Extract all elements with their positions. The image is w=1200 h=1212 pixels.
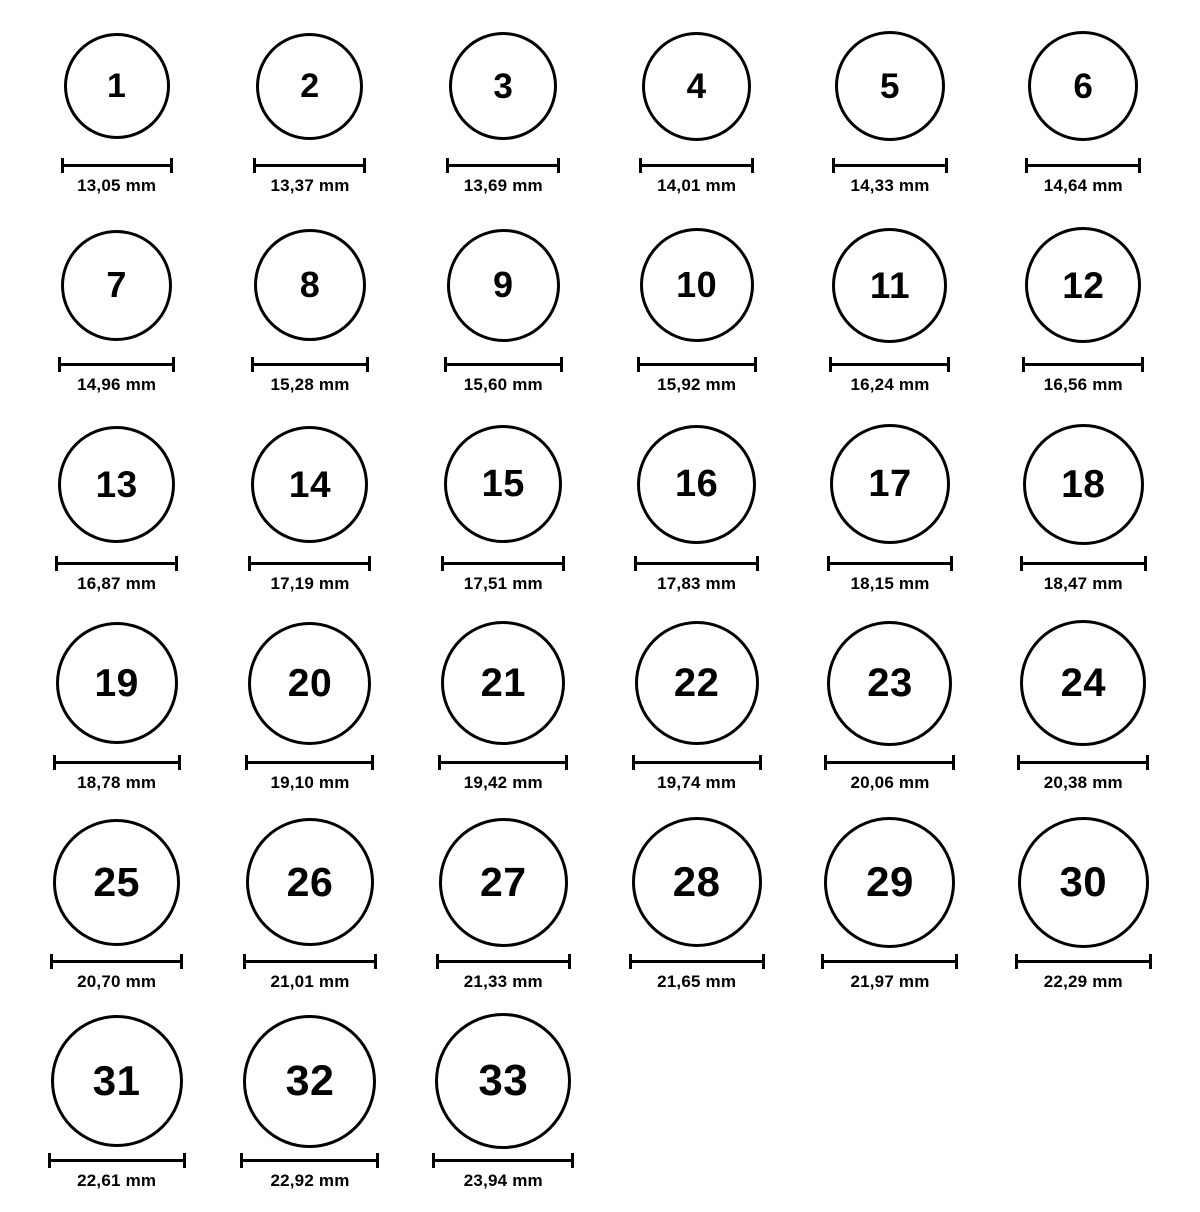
measure-line — [632, 761, 762, 764]
diameter-label: 18,47 mm — [1043, 574, 1123, 593]
ring-size-cell[interactable] — [407, 615, 600, 814]
diameter-label: 15,28 mm — [270, 375, 350, 394]
ring-size-cell[interactable] — [987, 416, 1180, 615]
measure-line — [832, 164, 948, 167]
ring-circle-wrapper — [824, 814, 955, 950]
diameter-measure-bar — [832, 158, 948, 172]
measure-tick-left — [444, 357, 447, 372]
ring-size-grid — [20, 18, 1180, 1212]
measure-tick-right — [571, 1153, 574, 1168]
measure-line — [240, 1159, 379, 1162]
diameter-measure-bar — [248, 556, 371, 570]
ring-size-number: 21 — [480, 661, 527, 705]
diameter-label: 20,70 mm — [77, 972, 157, 991]
measure-line — [829, 363, 950, 366]
ring-size-cell[interactable] — [600, 217, 793, 416]
ring-circle-wrapper — [447, 217, 560, 353]
ring-circle-wrapper — [51, 1013, 183, 1149]
measure-tick-left — [827, 556, 830, 571]
diameter-measure-bar — [436, 954, 571, 968]
diameter-measure-bar — [629, 954, 765, 968]
ring-circle-wrapper — [53, 814, 180, 950]
ring-circle — [251, 426, 368, 543]
diameter-measure-bar — [639, 158, 754, 172]
diameter-label: 14,64 mm — [1043, 176, 1123, 195]
ring-size-number: 16 — [675, 463, 719, 505]
measure-tick-left — [243, 954, 246, 969]
diameter-label: 17,19 mm — [270, 574, 350, 593]
ring-circle — [449, 32, 557, 140]
measure-tick-right — [945, 158, 948, 173]
measure-tick-right — [363, 158, 366, 173]
ring-circle-wrapper — [635, 615, 759, 751]
ring-size-cell[interactable] — [213, 18, 406, 217]
measure-line — [58, 363, 175, 366]
measure-tick-left — [245, 755, 248, 770]
measure-tick-left — [61, 158, 64, 173]
ring-circle-wrapper — [58, 416, 175, 552]
measure-tick-right — [560, 357, 563, 372]
measure-line — [1015, 960, 1152, 963]
ring-circle-wrapper — [637, 416, 756, 552]
measure-tick-left — [50, 954, 53, 969]
diameter-label: 20,38 mm — [1043, 773, 1123, 792]
measure-tick-left — [637, 357, 640, 372]
measure-tick-right — [952, 755, 955, 770]
ring-circle-wrapper — [449, 18, 557, 154]
measure-tick-left — [248, 556, 251, 571]
diameter-label: 17,83 mm — [657, 574, 737, 593]
ring-size-cell[interactable] — [987, 814, 1180, 1013]
ring-size-number: 12 — [1062, 264, 1105, 306]
ring-circle-wrapper — [1020, 615, 1146, 751]
diameter-measure-bar — [53, 755, 181, 769]
ring-size-cell[interactable] — [20, 1013, 213, 1212]
ring-circle — [447, 229, 560, 342]
ring-circle — [254, 229, 366, 341]
ring-size-number: 24 — [1060, 661, 1107, 705]
ring-size-number: 20 — [287, 661, 333, 705]
ring-size-cell[interactable] — [407, 1013, 600, 1212]
ring-size-number: 28 — [672, 858, 721, 905]
ring-circle-wrapper — [632, 814, 762, 950]
ring-size-number: 11 — [869, 264, 911, 306]
diameter-measure-bar — [48, 1153, 186, 1167]
diameter-measure-bar — [637, 357, 757, 371]
measure-tick-right — [183, 1153, 186, 1168]
diameter-label: 16,24 mm — [850, 375, 930, 394]
ring-circle — [61, 230, 172, 341]
diameter-label: 22,92 mm — [270, 1171, 350, 1190]
measure-tick-left — [629, 954, 632, 969]
ring-size-number: 30 — [1059, 858, 1108, 905]
measure-tick-left — [253, 158, 256, 173]
diameter-label: 19,74 mm — [657, 773, 737, 792]
measure-line — [48, 1159, 186, 1162]
ring-size-cell[interactable] — [213, 814, 406, 1013]
ring-circle — [243, 1015, 376, 1148]
measure-tick-right — [1146, 755, 1149, 770]
ring-circle-wrapper — [830, 416, 950, 552]
diameter-measure-bar — [827, 556, 953, 570]
ring-circle-wrapper — [256, 18, 363, 154]
measure-tick-left — [438, 755, 441, 770]
ring-circle — [637, 425, 756, 544]
ring-size-number: 15 — [481, 463, 525, 505]
measure-tick-right — [565, 755, 568, 770]
ring-size-cell[interactable] — [213, 416, 406, 615]
ring-size-cell[interactable] — [600, 615, 793, 814]
ring-size-number: 13 — [95, 463, 138, 505]
measure-tick-right — [172, 357, 175, 372]
measure-tick-left — [432, 1153, 435, 1168]
ring-circle-wrapper — [435, 1013, 571, 1149]
ring-size-number: 5 — [880, 66, 900, 106]
ring-size-cell[interactable] — [20, 416, 213, 615]
diameter-measure-bar — [446, 158, 560, 172]
diameter-measure-bar — [821, 954, 958, 968]
diameter-label: 21,01 mm — [270, 972, 350, 991]
ring-circle — [439, 818, 568, 947]
measure-line — [251, 363, 369, 366]
ring-size-cell[interactable] — [407, 18, 600, 217]
measure-line — [245, 761, 374, 764]
measure-tick-right — [368, 556, 371, 571]
ring-circle-wrapper — [251, 416, 368, 552]
diameter-measure-bar — [829, 357, 950, 371]
diameter-label: 16,56 mm — [1043, 375, 1123, 394]
measure-line — [436, 960, 571, 963]
ring-circle-wrapper — [441, 615, 565, 751]
measure-line — [253, 164, 366, 167]
diameter-measure-bar — [58, 357, 175, 371]
ring-circle-wrapper — [64, 18, 170, 154]
diameter-measure-bar — [253, 158, 366, 172]
measure-tick-right — [562, 556, 565, 571]
ring-circle — [256, 33, 363, 140]
ring-circle — [1018, 817, 1149, 948]
ring-circle — [1025, 227, 1141, 343]
ring-size-number: 33 — [478, 1056, 529, 1105]
measure-tick-left — [55, 556, 58, 571]
ring-size-number: 8 — [299, 264, 321, 305]
diameter-measure-bar — [634, 556, 759, 570]
diameter-label: 15,92 mm — [657, 375, 737, 394]
measure-line — [1017, 761, 1149, 764]
diameter-measure-bar — [441, 556, 565, 570]
ring-circle-wrapper — [1018, 814, 1149, 950]
ring-circle-wrapper — [248, 615, 371, 751]
ring-circle — [53, 819, 180, 946]
ring-size-number: 9 — [493, 264, 514, 305]
ring-circle-wrapper — [439, 814, 568, 950]
ring-size-number: 29 — [866, 858, 914, 905]
measure-tick-left — [240, 1153, 243, 1168]
ring-size-cell[interactable] — [987, 18, 1180, 217]
measure-tick-left — [832, 158, 835, 173]
measure-tick-right — [1144, 556, 1147, 571]
diameter-label: 19,42 mm — [463, 773, 543, 792]
diameter-measure-bar — [243, 954, 377, 968]
measure-tick-right — [751, 158, 754, 173]
measure-line — [53, 761, 181, 764]
ring-circle-wrapper — [835, 18, 945, 154]
ring-size-cell[interactable] — [20, 18, 213, 217]
ring-circle — [1023, 424, 1144, 545]
measure-tick-left — [824, 755, 827, 770]
measure-line — [61, 164, 173, 167]
diameter-label: 21,97 mm — [850, 972, 930, 991]
measure-tick-right — [1141, 357, 1144, 372]
ring-size-cell[interactable] — [20, 615, 213, 814]
measure-line — [827, 562, 953, 565]
ring-circle — [435, 1013, 571, 1149]
ring-size-number: 1 — [106, 67, 127, 105]
measure-tick-right — [376, 1153, 379, 1168]
diameter-label: 23,94 mm — [463, 1171, 543, 1190]
ring-size-cell[interactable] — [793, 615, 986, 814]
diameter-measure-bar — [444, 357, 563, 371]
diameter-measure-bar — [1020, 556, 1147, 570]
ring-circle — [640, 228, 754, 342]
measure-tick-right — [950, 556, 953, 571]
ring-size-number: 14 — [288, 463, 332, 505]
measure-line — [444, 363, 563, 366]
ring-size-number: 18 — [1061, 462, 1106, 506]
measure-tick-right — [175, 556, 178, 571]
ring-circle-wrapper — [832, 217, 947, 353]
measure-line — [1020, 562, 1147, 565]
ring-size-number: 25 — [93, 858, 140, 905]
ring-size-cell[interactable] — [793, 18, 986, 217]
ring-circle-wrapper — [444, 416, 562, 552]
measure-tick-right — [762, 954, 765, 969]
ring-circle — [444, 425, 562, 543]
diameter-measure-bar — [245, 755, 374, 769]
ring-circle — [824, 817, 955, 948]
diameter-label: 20,06 mm — [850, 773, 930, 792]
measure-line — [432, 1159, 574, 1162]
measure-tick-left — [632, 755, 635, 770]
ring-circle — [441, 621, 565, 745]
ring-size-number: 7 — [106, 264, 127, 305]
diameter-label: 13,05 mm — [77, 176, 157, 195]
measure-tick-right — [170, 158, 173, 173]
measure-tick-right — [366, 357, 369, 372]
measure-tick-left — [48, 1153, 51, 1168]
diameter-measure-bar — [61, 158, 173, 172]
ring-circle — [632, 817, 762, 947]
ring-size-cell[interactable] — [407, 814, 600, 1013]
diameter-measure-bar — [55, 556, 178, 570]
ring-circle-wrapper — [246, 814, 374, 950]
ring-size-number: 26 — [286, 858, 334, 905]
measure-line — [438, 761, 568, 764]
ring-circle — [58, 426, 175, 543]
diameter-label: 22,61 mm — [77, 1171, 157, 1190]
ring-size-number: 4 — [686, 66, 707, 106]
measure-tick-right — [955, 954, 958, 969]
ring-circle-wrapper — [1023, 416, 1144, 552]
ring-size-cell[interactable] — [213, 615, 406, 814]
diameter-label: 19,10 mm — [270, 773, 350, 792]
measure-line — [243, 960, 377, 963]
measure-tick-left — [634, 556, 637, 571]
measure-line — [824, 761, 955, 764]
measure-tick-left — [251, 357, 254, 372]
diameter-label: 13,37 mm — [270, 176, 350, 195]
ring-size-cell[interactable] — [20, 217, 213, 416]
measure-tick-right — [756, 556, 759, 571]
measure-line — [248, 562, 371, 565]
ring-size-cell[interactable] — [213, 217, 406, 416]
ring-size-number: 31 — [92, 1057, 141, 1104]
measure-tick-right — [1149, 954, 1152, 969]
measure-line — [639, 164, 754, 167]
measure-tick-right — [371, 755, 374, 770]
measure-tick-left — [441, 556, 444, 571]
diameter-measure-bar — [632, 755, 762, 769]
ring-circle — [246, 818, 374, 946]
measure-tick-right — [557, 158, 560, 173]
ring-circle — [248, 622, 371, 745]
measure-line — [1022, 363, 1144, 366]
diameter-label: 14,96 mm — [77, 375, 157, 394]
ring-size-number: 22 — [673, 661, 720, 705]
ring-circle — [835, 31, 945, 141]
ring-size-number: 27 — [480, 858, 527, 905]
measure-tick-right — [1138, 158, 1141, 173]
measure-tick-left — [639, 158, 642, 173]
diameter-label: 13,69 mm — [463, 176, 543, 195]
ring-circle-wrapper — [1028, 18, 1138, 154]
diameter-label: 18,78 mm — [77, 773, 157, 792]
diameter-label: 21,33 mm — [463, 972, 543, 991]
ring-circle — [830, 424, 950, 544]
ring-circle — [635, 621, 759, 745]
ring-circle-wrapper — [642, 18, 751, 154]
diameter-measure-bar — [1017, 755, 1149, 769]
ring-circle — [51, 1015, 183, 1147]
ring-circle — [56, 622, 178, 744]
ring-circle-wrapper — [61, 217, 172, 353]
ring-circle-wrapper — [243, 1013, 376, 1149]
ring-circle-wrapper — [827, 615, 952, 751]
measure-tick-right — [754, 357, 757, 372]
ring-size-cell[interactable] — [213, 1013, 406, 1212]
ring-size-cell[interactable] — [600, 416, 793, 615]
ring-size-cell[interactable] — [793, 814, 986, 1013]
measure-tick-left — [1022, 357, 1025, 372]
ring-circle-wrapper — [1025, 217, 1141, 353]
ring-size-number: 2 — [300, 67, 320, 105]
diameter-label: 18,15 mm — [850, 574, 930, 593]
diameter-measure-bar — [240, 1153, 379, 1167]
measure-tick-left — [1020, 556, 1023, 571]
diameter-label: 21,65 mm — [657, 972, 737, 991]
diameter-measure-bar — [432, 1153, 574, 1167]
diameter-measure-bar — [251, 357, 369, 371]
ring-size-cell[interactable] — [407, 217, 600, 416]
ring-size-cell[interactable] — [793, 416, 986, 615]
diameter-measure-bar — [1015, 954, 1152, 968]
measure-tick-left — [1025, 158, 1028, 173]
diameter-measure-bar — [50, 954, 183, 968]
measure-tick-right — [759, 755, 762, 770]
measure-tick-right — [568, 954, 571, 969]
ring-size-cell[interactable] — [987, 615, 1180, 814]
ring-size-cell[interactable] — [987, 217, 1180, 416]
ring-size-number: 6 — [1073, 66, 1094, 106]
ring-circle — [827, 621, 952, 746]
diameter-measure-bar — [1025, 158, 1141, 172]
measure-tick-left — [829, 357, 832, 372]
diameter-label: 22,29 mm — [1043, 972, 1123, 991]
measure-line — [637, 363, 757, 366]
ring-size-number: 23 — [867, 661, 913, 705]
ring-size-number: 10 — [676, 264, 718, 305]
ring-size-cell[interactable] — [407, 416, 600, 615]
measure-tick-left — [53, 755, 56, 770]
diameter-label: 16,87 mm — [77, 574, 157, 593]
measure-line — [441, 562, 565, 565]
ring-circle — [832, 228, 947, 343]
diameter-label: 14,33 mm — [850, 176, 930, 195]
ring-size-number: 17 — [868, 463, 912, 505]
ring-size-number: 3 — [493, 66, 514, 106]
measure-tick-left — [58, 357, 61, 372]
measure-line — [821, 960, 958, 963]
diameter-label: 17,51 mm — [463, 574, 543, 593]
ring-circle-wrapper — [254, 217, 366, 353]
diameter-measure-bar — [438, 755, 568, 769]
ring-circle-wrapper — [640, 217, 754, 353]
measure-tick-left — [1015, 954, 1018, 969]
measure-tick-right — [374, 954, 377, 969]
diameter-measure-bar — [824, 755, 955, 769]
measure-tick-left — [1017, 755, 1020, 770]
ring-circle — [1028, 31, 1138, 141]
diameter-measure-bar — [1022, 357, 1144, 371]
ring-circle — [1020, 620, 1146, 746]
diameter-label: 14,01 mm — [657, 176, 737, 195]
ring-size-cell[interactable] — [793, 217, 986, 416]
ring-circle — [642, 32, 751, 141]
measure-tick-left — [821, 954, 824, 969]
measure-line — [629, 960, 765, 963]
ring-size-number: 32 — [285, 1056, 335, 1105]
ring-size-number: 19 — [94, 661, 139, 705]
diameter-label: 15,60 mm — [463, 375, 543, 394]
measure-line — [55, 562, 178, 565]
ring-circle-wrapper — [56, 615, 178, 751]
measure-line — [446, 164, 560, 167]
measure-line — [50, 960, 183, 963]
measure-line — [1025, 164, 1141, 167]
ring-size-cell[interactable] — [20, 814, 213, 1013]
measure-tick-left — [436, 954, 439, 969]
ring-circle — [64, 33, 170, 139]
measure-tick-left — [446, 158, 449, 173]
ring-size-cell[interactable] — [600, 18, 793, 217]
ring-size-cell[interactable] — [600, 814, 793, 1013]
measure-line — [634, 562, 759, 565]
measure-tick-right — [178, 755, 181, 770]
measure-tick-right — [947, 357, 950, 372]
measure-tick-right — [180, 954, 183, 969]
